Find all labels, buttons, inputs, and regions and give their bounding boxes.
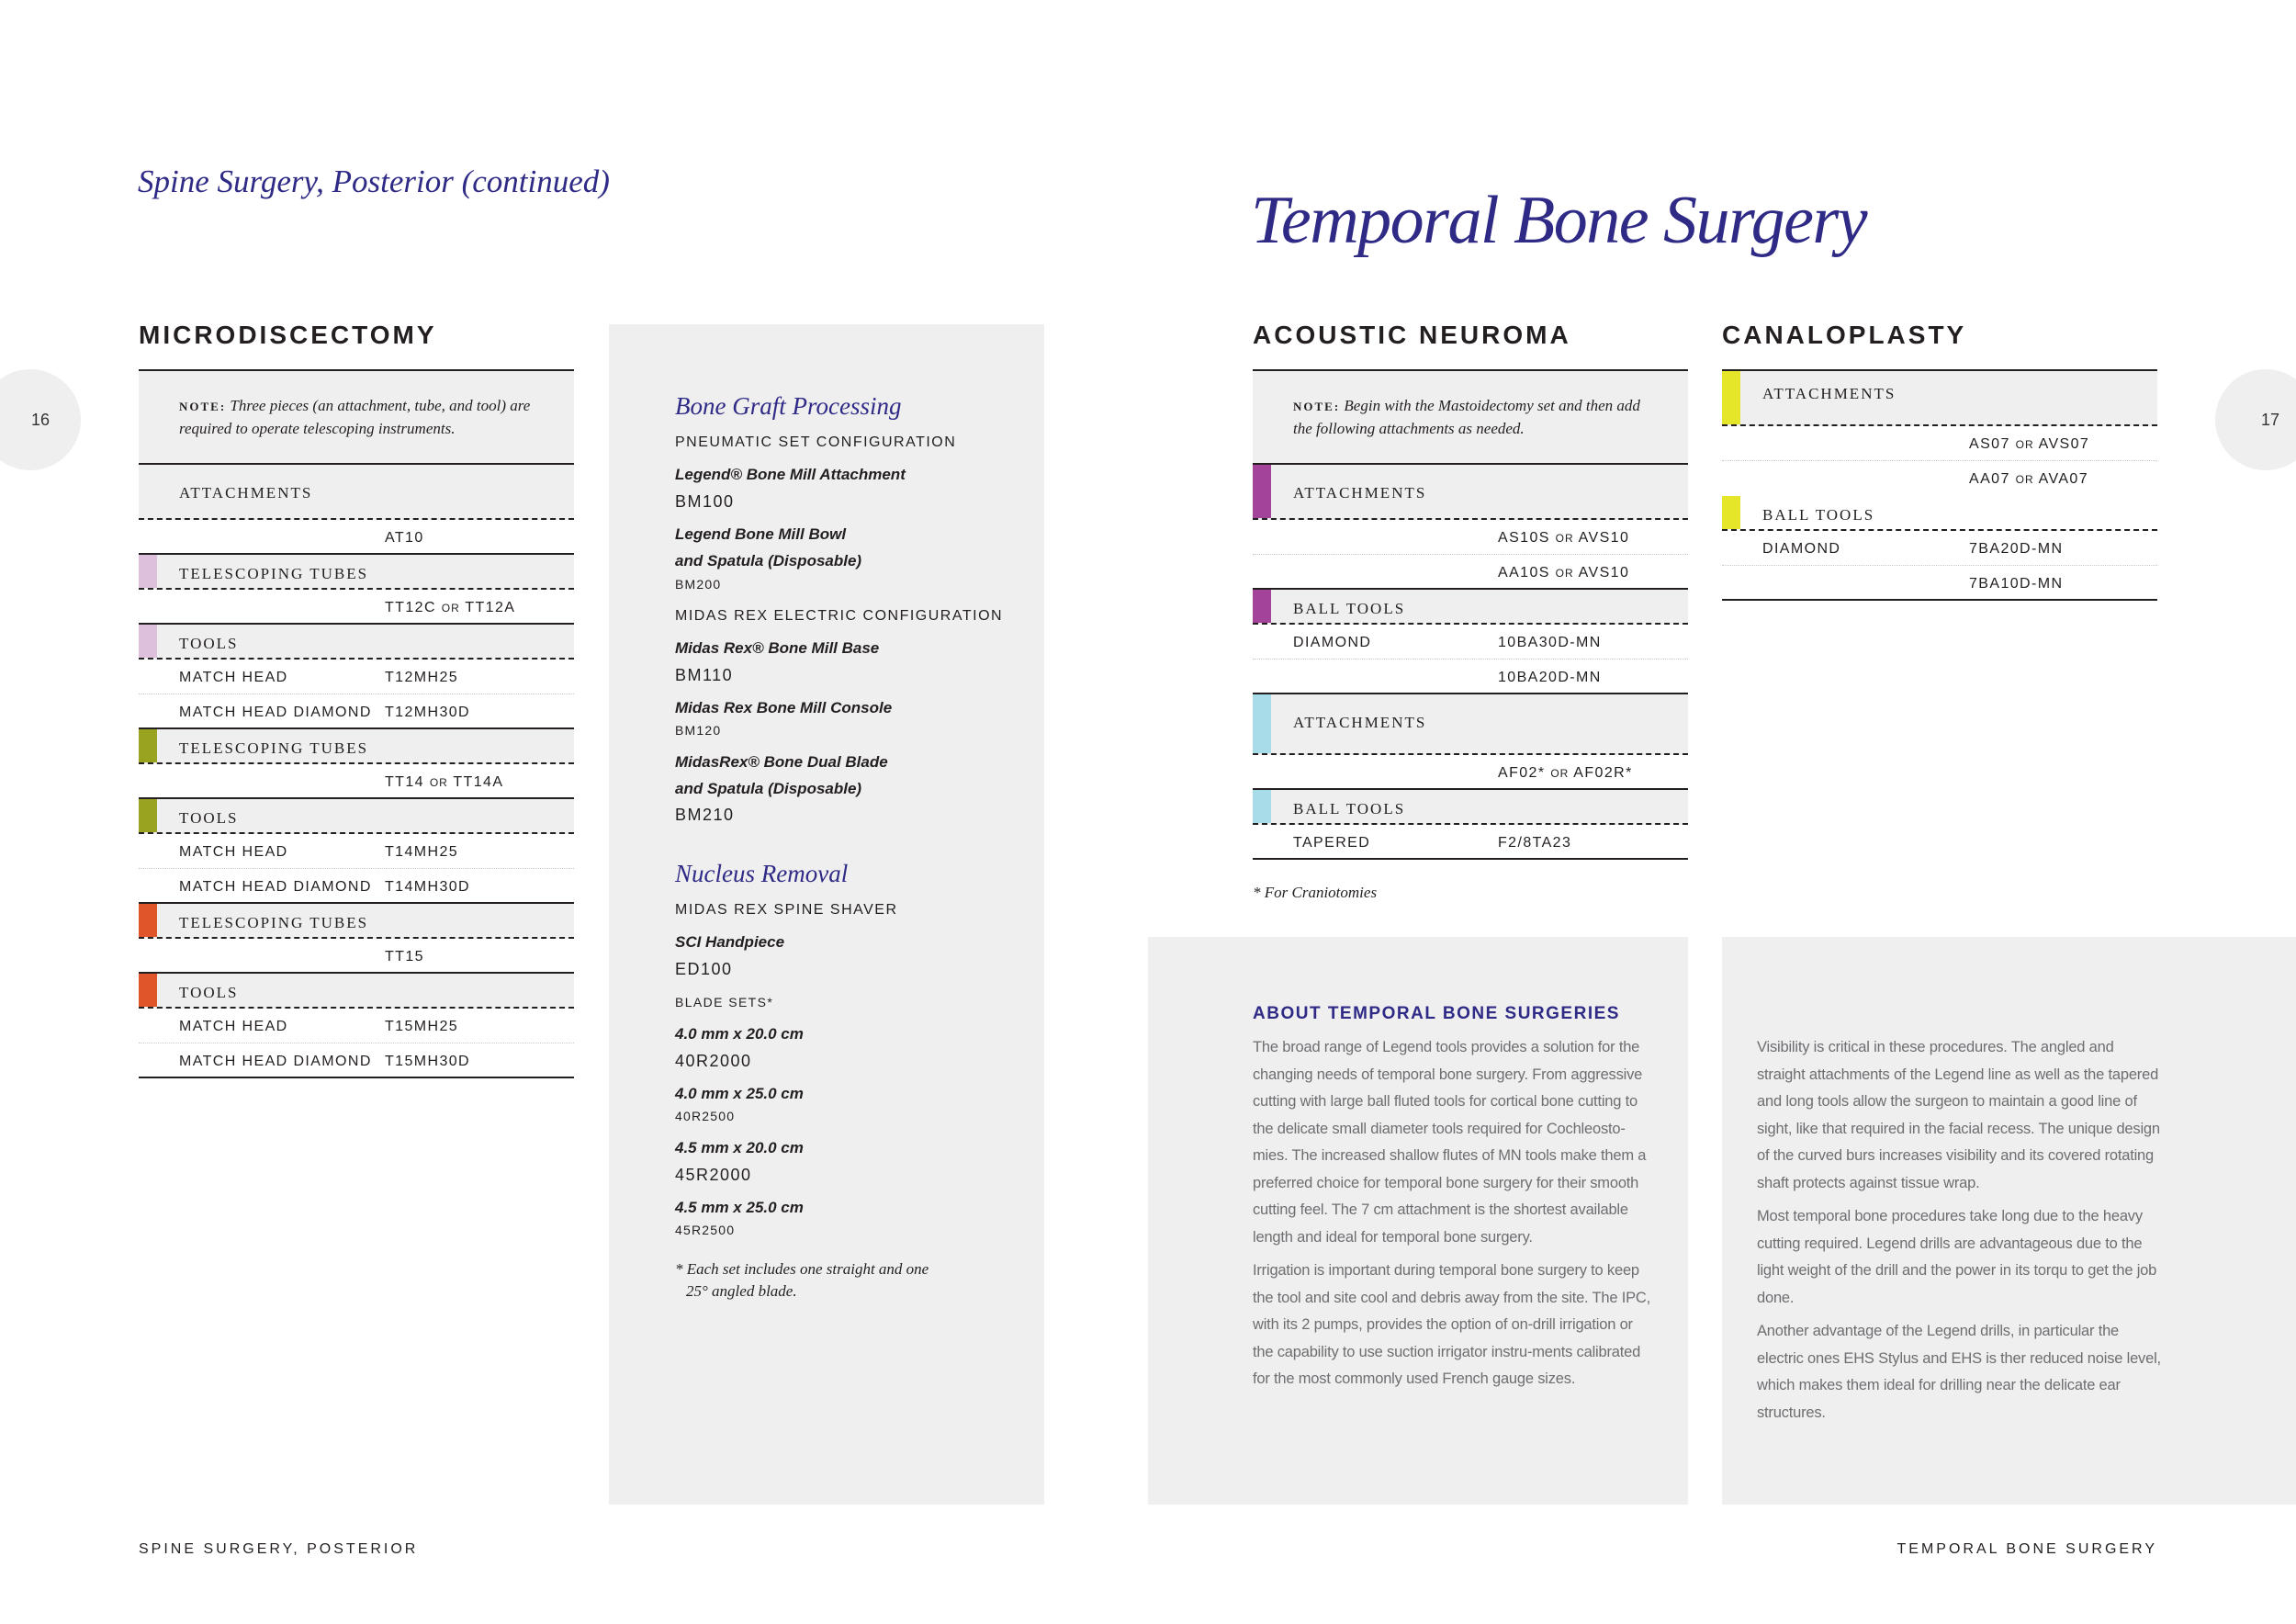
blade-code: 40R2000 xyxy=(675,1052,752,1070)
tubes-header-tt14: TELESCOPING TUBES xyxy=(139,729,574,764)
attachments-header: ATTACHMENTS xyxy=(1253,694,1688,755)
acoustic-neuroma-heading: ACOUSTIC NEUROMA xyxy=(1253,321,1571,349)
bone-mill-bowl-name-1: Legend Bone Mill Bowl xyxy=(675,525,847,543)
tube-row-tt12: TT12C OR TT12A xyxy=(139,590,574,625)
tool-row: 7BA10D-MN xyxy=(1722,566,2157,601)
about-text-column-2: Visibility is critical in these procedures. The angled and straight attachments of the Legend line as well as the tapered and long tools allow the surgeon to maintain a good line of sight, like that required in the facial recess. The unique design of the curved burs increases visibility and its covered rotating shaft protects against tissue wrap. Most temporal bone procedures take long due to the heavy cutting required. Legend drills are advantageous due to the light weight of the drill and the power in its torqu to get the job done. Another advantage of the Legend drills, in particular the electric ones EHS Stylus and EHS is ther reduced noise level, which makes them ideal for drilling near the delicate ear structures. xyxy=(1757,1039,2161,1421)
about-text-column-1: The broad range of Legend tools provides a solution for the changing needs of temporal bone surgery. From aggressive cutting with large ball fluted tools for cortical bone cutting to the delicate small diameter tools required for Cochleosto-mies. The increased shallow flutes of MN tools make them a preferred choice for temporal bone surgery for their smooth cutting feel. The 7 cm attachment is the shortest available length and ideal for temporal bone surgery. Irrigation is important during temporal bone surgery to keep the tool and site cool and debris away from the site. The IPC, with its 2 pumps, provides the option of on-drill irrigation or the capability to use suction irrigator instru-ments calibrated for the most commonly used French gauge sizes. xyxy=(1253,1039,1651,1387)
bone-mill-bowl-code: BM200 xyxy=(675,577,722,592)
tool-row: MATCH HEAD DIAMOND T15MH30D xyxy=(139,1043,574,1078)
tool-row: MATCH HEAD T15MH25 xyxy=(139,1009,574,1043)
attachment-row: AT10 xyxy=(139,520,574,555)
blade-size: 4.5 mm x 20.0 cm xyxy=(675,1139,804,1156)
blade-size: 4.0 mm x 25.0 cm xyxy=(675,1085,804,1102)
electric-config-label: MIDAS REX ELECTRIC CONFIGURATION xyxy=(675,608,1004,624)
bone-mill-console-name: Midas Rex Bone Mill Console xyxy=(675,699,893,716)
color-swatch-lilac xyxy=(139,555,157,588)
tubes-header-tt12: TELESCOPING TUBES xyxy=(139,555,574,590)
tubes-header-tt15: TELESCOPING TUBES xyxy=(139,904,574,939)
attachments-header: ATTACHMENTS xyxy=(1722,369,2157,426)
microdiscectomy-table xyxy=(139,369,574,1078)
blade-code: 40R2500 xyxy=(675,1109,736,1123)
color-swatch-olive xyxy=(139,799,157,832)
canaloplasty-table xyxy=(1722,369,2157,601)
attachment-row: AS07 OR AVS07 xyxy=(1722,426,2157,461)
nucleus-removal-title: Nucleus Removal xyxy=(675,860,849,887)
blade-code: 45R2500 xyxy=(675,1223,736,1237)
color-swatch-orange xyxy=(139,974,157,1007)
attachment-row: AA10S OR AVS10 xyxy=(1253,555,1688,590)
color-swatch-olive xyxy=(139,729,157,762)
sci-handpiece-name: SCI Handpiece xyxy=(675,933,785,951)
attachments-header: ATTACHMENTS xyxy=(139,463,574,520)
tool-row: DIAMOND 10BA30D-MN xyxy=(1253,625,1688,660)
tool-row: TAPERED F2/8TA23 xyxy=(1253,825,1688,860)
temporal-bone-title: Temporal Bone Surgery xyxy=(1251,183,1867,258)
tools-header-t15: TOOLS xyxy=(139,974,574,1009)
bone-mill-attachment-code: BM100 xyxy=(675,492,735,511)
page-number-right: 17 xyxy=(2215,369,2296,470)
tools-header-t14: TOOLS xyxy=(139,799,574,834)
attachments-header: ATTACHMENTS xyxy=(1253,463,1688,520)
color-swatch-magenta xyxy=(1253,590,1271,623)
acoustic-note: NOTE: Begin with the Mastoidectomy set and then add the following attachments as needed. xyxy=(1253,369,1688,463)
bone-mill-base-name: Midas Rex® Bone Mill Base xyxy=(675,639,880,657)
tools-header-t12: TOOLS xyxy=(139,625,574,660)
canaloplasty-heading: CANALOPLASTY xyxy=(1722,321,1967,349)
attachment-row: AF02* OR AF02R* xyxy=(1253,755,1688,790)
dual-blade-name-2: and Spatula (Disposable) xyxy=(675,780,862,797)
bone-mill-console-code: BM120 xyxy=(675,723,722,738)
color-swatch-blue xyxy=(1253,694,1271,753)
bone-mill-base-code: BM110 xyxy=(675,666,734,684)
color-swatch-lilac xyxy=(139,625,157,658)
color-swatch-orange xyxy=(139,904,157,937)
page-number-left: 16 xyxy=(0,369,81,470)
microdiscectomy-note: NOTE: Three pieces (an attachment, tube, and tool) are required to operate telescoping instruments. xyxy=(139,369,574,463)
tool-row: MATCH HEAD T12MH25 xyxy=(139,660,574,694)
blade-sets-footnote: * Each set includes one straight and one 25° angled blade. xyxy=(675,1260,929,1300)
tool-row: DIAMOND 7BA20D-MN xyxy=(1722,531,2157,566)
ball-tools-header: BALL TOOLS xyxy=(1253,790,1688,825)
microdiscectomy-heading: MICRODISCECTOMY xyxy=(139,321,437,349)
tube-row-tt14: TT14 OR TT14A xyxy=(139,764,574,799)
bone-mill-bowl-name-2: and Spatula (Disposable) xyxy=(675,552,862,570)
craniotomies-footnote: * For Craniotomies xyxy=(1253,884,1378,901)
footer-right: TEMPORAL BONE SURGERY xyxy=(1896,1541,2157,1557)
tube-row-tt15: TT15 xyxy=(139,939,574,974)
tool-row: 10BA20D-MN xyxy=(1253,660,1688,694)
attachment-row: AA07 OR AVA07 xyxy=(1969,471,2089,487)
tool-row: MATCH HEAD DIAMOND T12MH30D xyxy=(139,694,574,729)
continued-title: Spine Surgery, Posterior (continued) xyxy=(138,164,610,199)
tool-row: MATCH HEAD DIAMOND T14MH30D xyxy=(139,869,574,904)
ball-tools-header: BALL TOOLS xyxy=(1253,590,1688,625)
pneumatic-label: PNEUMATIC SET CONFIGURATION xyxy=(675,434,957,450)
blade-code: 45R2000 xyxy=(675,1166,752,1184)
footer-left: SPINE SURGERY, POSTERIOR xyxy=(139,1541,419,1557)
color-swatch-yellow xyxy=(1722,371,1740,424)
about-heading: ABOUT TEMPORAL BONE SURGERIES xyxy=(1253,1004,1620,1023)
bone-mill-attachment-name: Legend® Bone Mill Attachment xyxy=(675,466,906,483)
acoustic-neuroma-table xyxy=(1253,369,1688,860)
ball-tools-header: BALL TOOLS xyxy=(1722,496,2157,531)
dual-blade-code: BM210 xyxy=(675,806,735,824)
color-swatch-blue xyxy=(1253,790,1271,823)
blade-size: 4.0 mm x 20.0 cm xyxy=(675,1025,804,1043)
attachment-row: AS10S OR AVS10 xyxy=(1253,520,1688,555)
color-swatch-magenta xyxy=(1253,465,1271,518)
blade-sets-label: BLADE SETS* xyxy=(675,995,774,1009)
sci-handpiece-code: ED100 xyxy=(675,960,733,978)
tool-row: MATCH HEAD T14MH25 xyxy=(139,834,574,869)
dual-blade-name-1: MidasRex® Bone Dual Blade xyxy=(675,753,888,771)
bone-graft-title: Bone Graft Processing xyxy=(675,392,902,420)
color-swatch-yellow xyxy=(1722,496,1740,529)
spine-shaver-label: MIDAS REX SPINE SHAVER xyxy=(675,902,898,918)
blade-size: 4.5 mm x 25.0 cm xyxy=(675,1199,804,1216)
